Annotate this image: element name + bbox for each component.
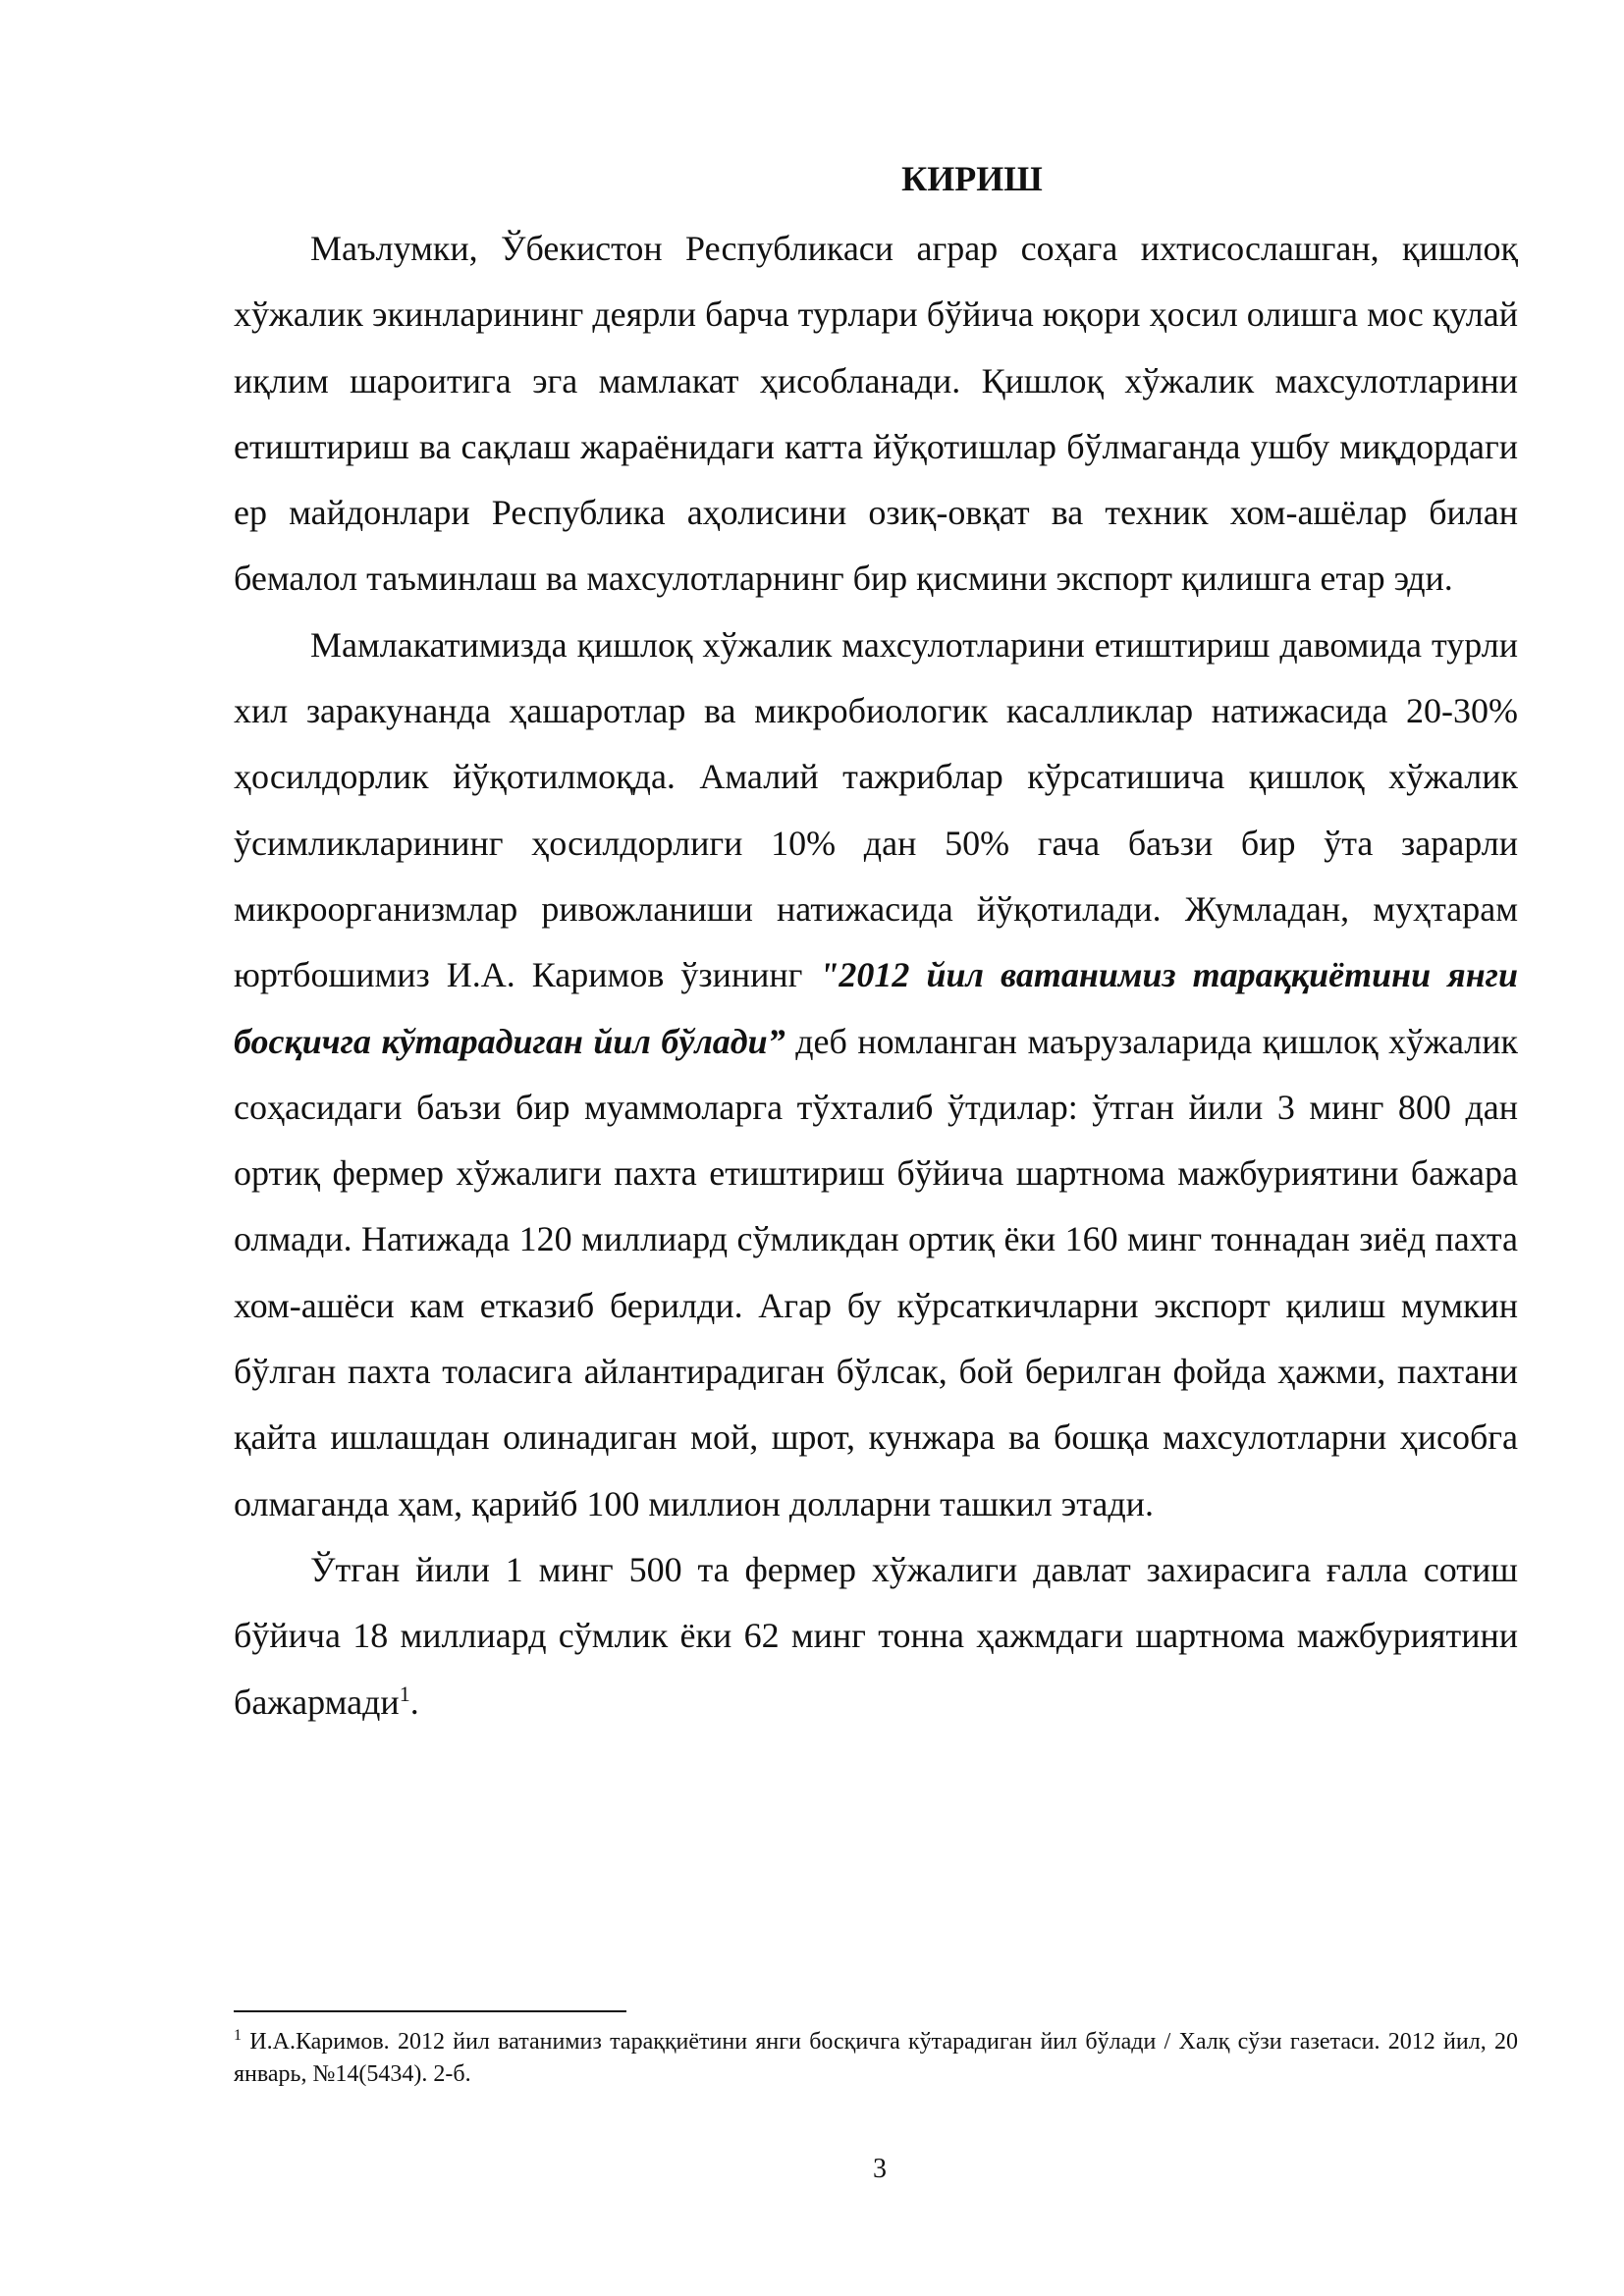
page-heading: КИРИШ <box>901 159 1043 198</box>
paragraph-3-end: . <box>409 1682 419 1722</box>
paragraph-3-text: Ўтган йили 1 минг 500 та фермер хўжалиги давлат захирасига ғалла сотиш бўйича 18 миллиард сўмлик ёки 62 минг тонна ҳажмдаги шартнома мажбуриятини бажармади <box>234 1549 1518 1722</box>
body-text <box>234 216 1518 1735</box>
speech-title-quote: "2012 йил ватанимиз тараққиётини янги босқичга кўтарадиган йил бўлади” <box>234 955 1518 1061</box>
footnote <box>234 2026 1518 2091</box>
paragraph-2-before-quote: Мамлакатимизда қишлоқ хўжалик махсулотларини етиштириш давомида турли хил заракунанда ҳашаротлар ва микробиологик касалликлар натижасида 20-30% ҳосилдорлик йўқотилмоқда. Амалий тажриблар кўрсатишича қишлоқ хўжалик ўсимликларининг ҳосилдорлиги 10% дан 50% гача баъзи бир ўта зарарли микроорганизмлар ривожланиши натижасида йўқотилади. Жумладан, муҳтарам юртбошимиз И.А. Каримов ўзининг <box>234 624 1518 995</box>
paragraph-2-after-quote: деб номланган маърузаларида қишлоқ хўжалик соҳасидаги баъзи бир муаммоларга тўхталиб ўтдилар: ўтган йили 3 минг 800 дан ортиқ фермер хўжалиги пахта етиштириш бўйича шартнома мажбуриятини бажара олмади. Натижада 120 миллиард сўмликдан ортиқ ёки 160 минг тоннадан зиёд пахта хом-ашёси кам етказиб берилди. Агар бу кўрсаткичларни экспорт қилиш мумкин бўлган пахта толасига айлантирадиган бўлсак, бой берилган фойда ҳажми, пахтани қайта ишлашдан олинадиган мой, шрот, кунжара ва бошқа махсулотларни ҳисобга олмаганда ҳам, қарийб 100 миллион долларни ташкил этади. <box>234 1021 1519 1523</box>
footnote-text: И.А.Каримов. 2012 йил ватанимиз тараққиётини янги босқичга кўтарадиган йил бўлади / Халқ сўзи газетаси. 2012 йил, 20 январь, №14(5434). 2-б. <box>234 2029 1518 2087</box>
footnote-divider <box>234 2010 626 2012</box>
page-number: 3 <box>873 2154 887 2184</box>
paragraph-3 <box>234 1537 1518 1735</box>
footnote-reference[interactable]: 1 <box>399 1681 410 1706</box>
paragraph-2 <box>234 613 1518 1537</box>
paragraph-1: Маълумки, Ўбекистон Республикаси аграр соҳага ихтисослашган, қишлоқ хўжалик экинларининг деярли барча турлари бўйича юқори ҳосил олишга мос қулай иқлим шароитига эга мамлакат ҳисобланади. Қишлоқ хўжалик махсулотларини етиштириш ва сақлаш жараёнидаги катта йўқотишлар бўлмаганда ушбу миқдордаги ер майдонлари Республика аҳолисини озиқ-овқат ва техник хом-ашёлар билан бемалол таъминлаш ва махсулотларнинг бир қисмини экспорт қилишга етар эди. <box>234 229 1518 599</box>
footnote-marker: 1 <box>234 2027 242 2044</box>
